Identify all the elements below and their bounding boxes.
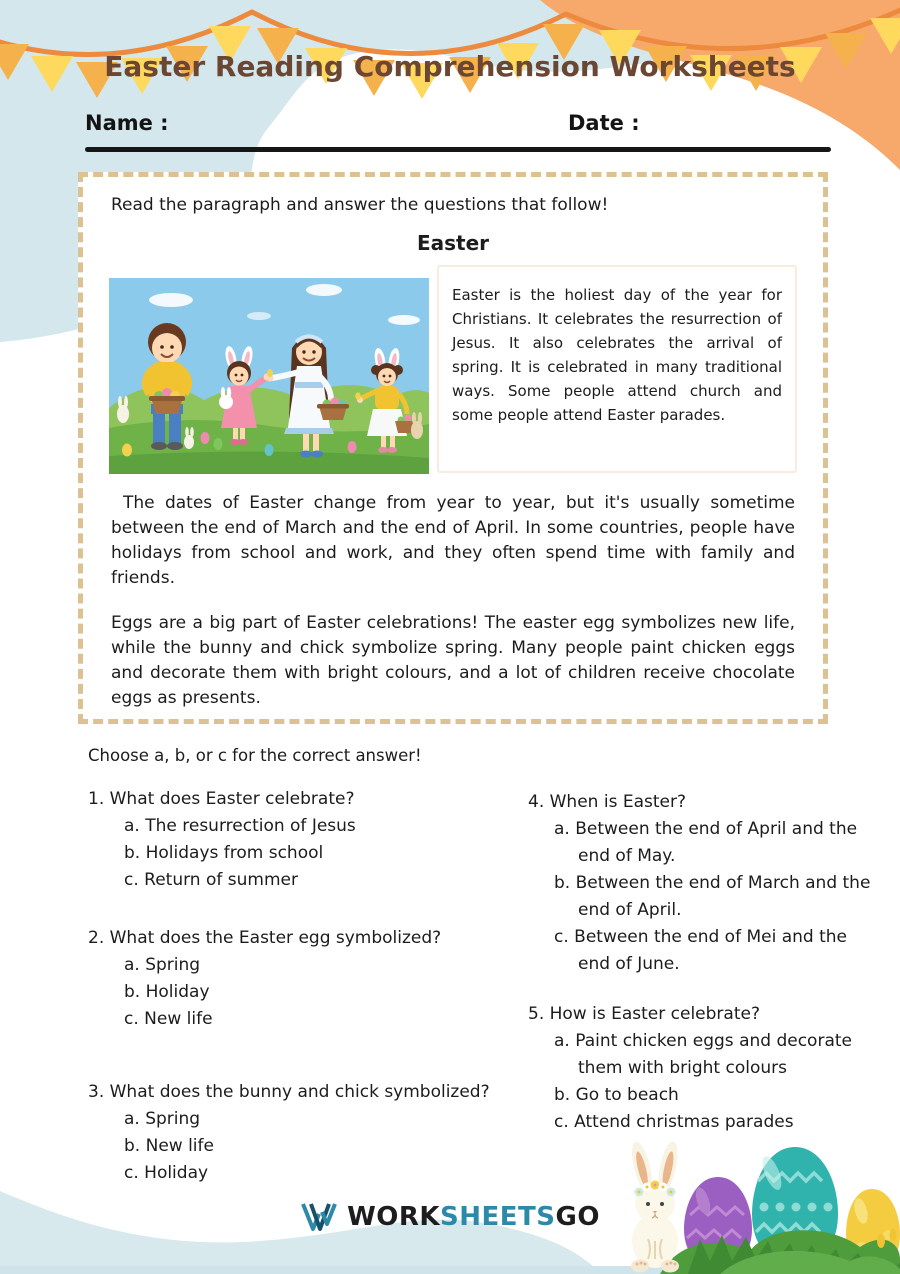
question-option-c: c. Return of summer [124,870,298,890]
passage-paragraph-2: The dates of Easter change from year to year, but it's usually sometime between the end of March and the end of April. In some countries, people have holidays from school and work, and they often spend time with family and friends. [111,493,795,588]
passage-instruction: Read the paragraph and answer the questions that follow! [111,195,609,215]
question-option-b: b. Holiday [124,982,210,1002]
passage-top-row [109,265,797,474]
header-divider [85,147,831,152]
question-2 [88,925,528,1033]
easter-eggs-bunny-decoration [600,1119,900,1274]
question-text: 5. How is Easter celebrate? [528,1004,760,1024]
question-5 [528,1001,880,1136]
logo-text-go: GO [555,1202,600,1232]
question-text: 3. What does the bunny and chick symbolized? [88,1082,490,1102]
question-option-b: b. New life [124,1136,214,1156]
date-label: Date : [568,111,640,135]
question-option-b: b. Go to beach [554,1085,679,1105]
question-option-b: b. Holidays from school [124,843,324,863]
question-option-a: a. The resurrection of Jesus [124,816,356,836]
question-text: 4. When is Easter? [528,792,686,812]
question-option-a: a. Between the end of April and the end of May. [554,819,858,866]
passage-paragraph-3: Eggs are a big part of Easter celebrations! The easter egg symbolizes new life, while the bunny and chick symbolize spring. Many people paint chicken eggs and decorate them with bright colours, and a lot of children receive chocolate eggs as presents. [111,613,795,708]
question-4 [528,789,880,978]
logo-text [347,1202,600,1232]
bunting-strings [0,8,900,54]
logo-text-work: WORK [347,1202,441,1232]
easter-family-illustration [109,278,429,474]
question-1 [88,786,528,894]
bunny-icon [628,1140,681,1273]
name-label: Name : [85,111,169,135]
question-text: 2. What does the Easter egg symbolized? [88,928,442,948]
worksheetsgo-logo-icon [300,1200,338,1234]
questions-left-column [88,786,528,1187]
passage-heading: Easter [416,231,490,255]
question-text: 1. What does Easter celebrate? [88,789,355,809]
quiz-instruction: Choose a, b, or c for the correct answer! [88,746,422,765]
question-option-b: b. Between the end of March and the end of April. [554,873,871,920]
question-option-c: c. Attend christmas parades [554,1112,794,1132]
question-option-a: a. Paint chicken eggs and decorate them with bright colours [554,1031,852,1078]
question-option-a: a. Spring [124,955,201,975]
logo-text-sheets: SHEETS [440,1202,556,1232]
question-option-c: c. Between the end of Mei and the end of June. [554,927,848,974]
reading-passage-box [78,172,828,724]
passage-paragraph-1: Easter is the holiest day of the year for Christians. It celebrates the resurrection of Jesus. It also celebrates the arrival of spring. It is celebrated in many traditional ways. Some people attend church and some people attend Easter parades. [452,286,782,424]
question-option-c: c. Holiday [124,1163,209,1183]
question-option-a: a. Spring [124,1109,201,1129]
page-title: Easter Reading Comprehension Worksheets [104,50,796,83]
first-paragraph-box [437,265,797,473]
question-option-c: c. New life [124,1009,213,1029]
